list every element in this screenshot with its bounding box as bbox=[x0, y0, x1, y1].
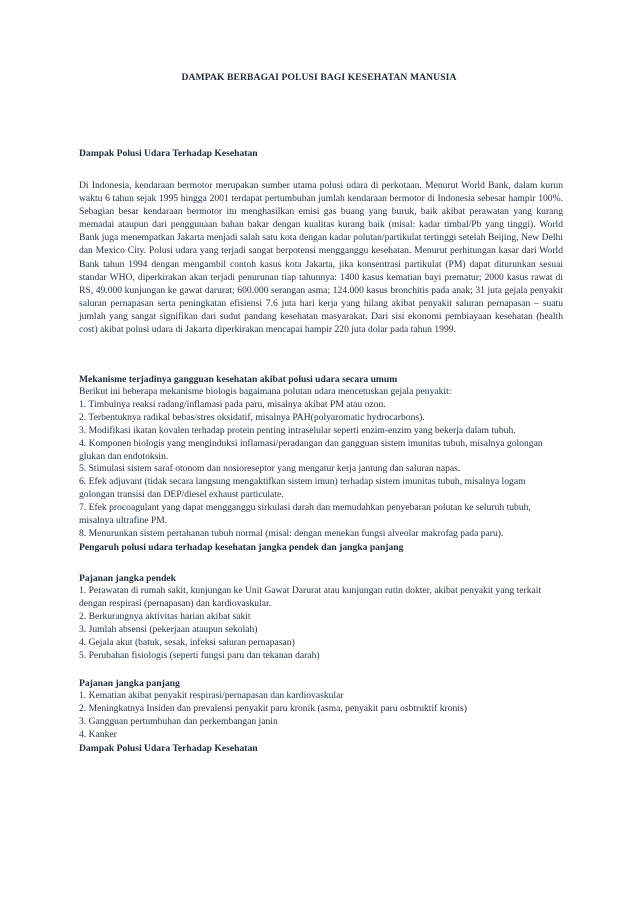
list-item: 3. Gangguan pertumbuhan dan perkembangan janin bbox=[79, 715, 278, 727]
list-item: 3. Modifikasi ikatan kovalen terhadap protein penting intraselular seperti enzim-enzim yang bekerja dalam tubuh. bbox=[79, 424, 516, 436]
section-heading-dampak: Dampak Polusi Udara Terhadap Kesehatan bbox=[79, 148, 258, 159]
document-title: DAMPAK BERBAGAI POLUSI BAGI KESEHATAN MANUSIA bbox=[181, 72, 457, 83]
long-term-list bbox=[79, 690, 563, 755]
section-heading-jangka-panjang: Pajanan jangka panjang bbox=[79, 678, 180, 689]
list-item: 5. Stimulasi sistem saraf otonom dan nosioreseptor yang mengatur kerja jantung dan saluran napas. bbox=[79, 463, 461, 475]
section-heading-mekanisme: Mekanisme terjadinya gangguan kesehatan akibat polusi udara secara umum bbox=[79, 374, 398, 385]
section-heading-jangka-pendek: Pajanan jangka pendek bbox=[79, 573, 177, 584]
list-item: 4. Gejala akut (batuk, sesak, infeksi saluran pernapasan) bbox=[79, 636, 295, 648]
list-item: 1. Timbulnya reaksi radang/inflamasi pada paru, misalnya akibat PM atau ozon. bbox=[79, 398, 386, 410]
section-paragraph-dampak: Di Indonesia, kendaraan bermotor merupakan sumber utama polusi udara di perkotaan. Menurut World Bank, dalam kurun waktu 6 tahun sejak 1995 hingga 2001 terdapat pertumbuhan jumlah kendaraan bermotor di Indonesia sebesar hampir 100%. Sebagian besar kendaraan bermotor itu menghasilkan emisi gas buang yang buruk, baik akibat perawatan yang kurang memadai ataupun dari penggunaan bahan bakar dengan kualitas kurang baik (misal: kadar timbal/Pb yang tinggi). World Bank juga menempatkan Jakarta menjadi salah satu kota dengan kadar polutan/partikulat tertinggi setelah Beijing, New Delhi dan Mexico City. Polusi udara yang terjadi sangat berpotensi mengganggu kesehatan. Menurut perhitungan kasar dari World Bank tahun 1994 dengan mengambil contoh kasus kota Jakarta, jika konsentrasi partikulat (PM) dapat diturunkan sesuai standar WHO, diperkirakan akan terjadi penurunan tiap tahunnya: 1400 kasus kematian bayi prematur; 2000 kasus rawat di RS, 49.000 kunjungan ke gawat darurat; 600.000 serangan asma; 124.000 kasus bronchitis pada anak; 31 juta gejala penyakit saluran pernapasan serta peningkatan efisiensi 7.6 juta hari kerja yang hilang akibat penyakit saluran pernapasan – suatu jumlah yang sangat signifikan dari sudut pandang kesehatan masyarakat. Dari sisi ekonomi pembiayaan kesehatan (health cost) akibat polusi udara di Jakarta diperkirakan mencapai hampir 220 juta dolar pada tahun 1999. bbox=[79, 180, 563, 336]
list-item: 4. Komponen biologis yang menginduksi inflamasi/peradangan dan gangguan sistem imunitas tubuh, misalnya golongan glukan dan endotoksin. bbox=[79, 437, 543, 462]
list-item: 3. Jumlah absensi (pekerjaan ataupun sekolah) bbox=[79, 623, 258, 635]
list-item: 2. Meningkatnya Insiden dan prevalensi penyakit paru kronik (asma, penyakit paru osbtruktif kronis) bbox=[79, 702, 467, 714]
list-item: 1. Perawatan di rumah sakit, kunjungan ke Unit Gawat Darurat atau kunjungan rutin dokter, akibat penyakit yang terkait dengan respirasi (pernapasan) dan kardiovaskular. bbox=[79, 585, 542, 609]
list-item: 4. Kanker bbox=[79, 728, 117, 740]
section-heading-pengaruh: Pengaruh polusi udara terhadap kesehatan jangka pendek dan jangka panjang bbox=[79, 541, 404, 553]
list-item: 2. Terbentuknya radikal bebas/stres oksidatif, misalnya PAH(polyaromatic hydrocarbons). bbox=[79, 411, 425, 423]
list-item: 7. Efek procoagulant yang dapat mengganggu sirkulasi darah dan memudahkan penyebaran polutan ke seluruh tubuh, misalnya ultrafine PM. bbox=[79, 502, 531, 527]
section-heading-dampak-footer: Dampak Polusi Udara Terhadap Kesehatan bbox=[79, 742, 258, 754]
list-item: 2. Berkurangnya aktivitas harian akibat sakit bbox=[79, 610, 251, 622]
mechanism-list bbox=[79, 386, 563, 554]
list-item: 5. Perubahan fisiologis (seperti fungsi paru dan tekanan darah) bbox=[79, 649, 320, 661]
list-item: 6. Efek adjuvant (tidak secara langsung mengaktifkan sistem imun) terhadap sistem imunitas tubuh, misalnya logam golongan transisi dan DEP/diesel exhaust particulate. bbox=[79, 476, 526, 501]
mechanism-intro: Berikut ini beberapa mekanisme biologis bagaimana polutan udara mencetuskan gejala penyakit: bbox=[79, 386, 452, 397]
short-term-list bbox=[79, 585, 563, 662]
list-item: 8. Menurunkan sistem pertahanan tubuh normal (misal: dengan menekan fungsi alveolar makrofag pada paru). bbox=[79, 527, 504, 539]
list-item: 1. Kematian akibat penyakit respirasi/pernapasan dan kardiovaskular bbox=[79, 690, 344, 701]
